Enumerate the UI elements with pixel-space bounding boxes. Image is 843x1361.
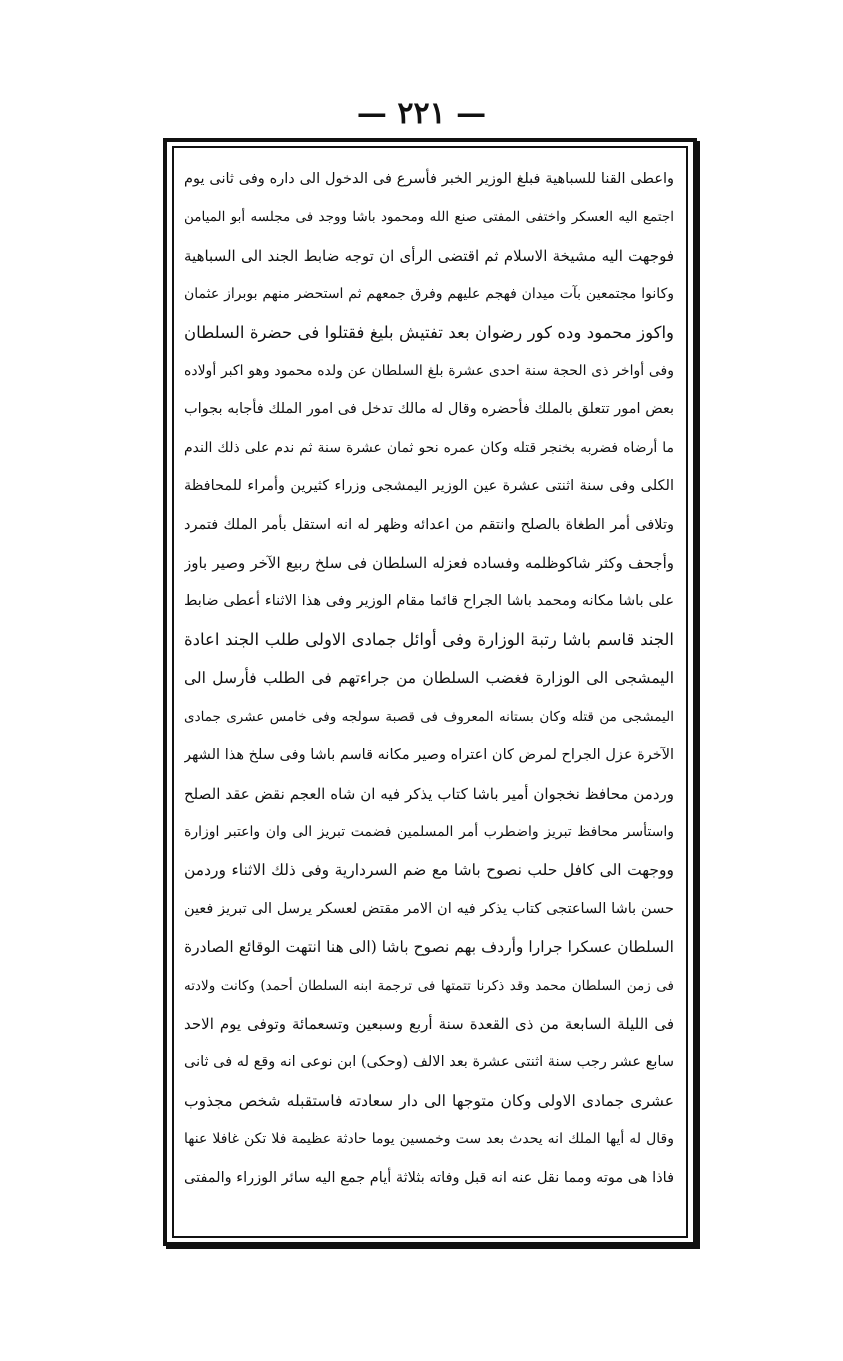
text-line: فوجهت اليه مشيخة الاسلام ثم اقتضى الرأى ان توجه ضابط الجند الى السباهية bbox=[184, 246, 674, 265]
text-line: ما أرضاه فضربه بخنجر قتله وكان عمره نحو ثمان عشرة سنة ثم ندم على ذلك الندم bbox=[184, 439, 674, 456]
text-line: الآخرة عزل الجراح لمرض كان اعتراه وصير مكانه قاسم باشا وفى سلخ هذا الشهر bbox=[184, 747, 674, 764]
text-line: واكوز محمود وده كور رضوان بعد تفتيش بليغ فقتلوا فى حضرة السلطان bbox=[184, 322, 674, 342]
page-number: — ٢٢١ — bbox=[356, 96, 487, 131]
text-line: وتلافى أمر الطغاة بالصلح وانتقم من اعدائه وظهر له انه استقل بأمر الملك فتمرد bbox=[184, 516, 674, 533]
body-text bbox=[184, 160, 674, 1230]
text-line: وأجحف وكثر شاكوظلمه وفساده فعزله السلطان فى سلخ ربيع الآخر وصير باوز bbox=[184, 554, 674, 573]
text-line: حسن باشا الساعتجى كتاب يذكر فيه ان الامر مقتض لعسكر يرسل الى تبريز فعين bbox=[184, 900, 674, 917]
text-line: بعض امور تتعلق بالملك فأحضره وقال له مالك تدخل فى امور الملك فأجابه بجواب bbox=[184, 401, 674, 418]
text-line: فى زمن السلطان محمد وقد ذكرنا تتمتها فى ترجمة ابنه السلطان أحمد) وكانت ولادته bbox=[184, 977, 674, 994]
text-line: وردمن محافظ نخجوان أمير باشا كتاب يذكر فيه ان شاه العجم نقض عقد الصلح bbox=[184, 784, 674, 803]
text-line: فاذا هى موته ومما نقل عنه انه قبل وفاته بثلاثة أيام جمع اليه سائر الوزراء والمفتى bbox=[184, 1169, 674, 1186]
text-line: الجند قاسم باشا رتبة الوزارة وفى أوائل جمادى الاولى طلب الجند اعادة bbox=[184, 629, 674, 649]
text-line: واستأسر محافظ تبريز واضطرب أمر المسلمين فضمت تبريز الى وان واعتبر اوزارة bbox=[184, 823, 674, 840]
text-line: سابع عشر رجب سنة اثنتى عشرة بعد الالف (وحكى) ابن نوعى انه وقع له فى ثانى bbox=[184, 1054, 674, 1071]
text-line: على باشا مكانه ومحمد باشا الجراح قائما مقام الوزير وفى هذا الاثناء أعطى ضابط bbox=[184, 593, 674, 610]
text-line: وكانوا مجتمعين بآت ميدان فهجم عليهم وفرق جمعهم ثم استحضر منهم بوبراز عثمان bbox=[184, 286, 674, 303]
text-line: ووجهت الى كافل حلب نصوح باشا مع ضم السردارية وفى ذلك الاثناء وردمن bbox=[184, 861, 674, 880]
text-line: الكلى وفى سنة اثنتى عشرة عين الوزير اليمشجى وزراء كثيرين وأمراء للمحافظة bbox=[184, 478, 674, 495]
text-line: وقال له أيها الملك انه يحدث بعد ست وخمسين يوما حادثة عظيمة فلا تكن غافلا عنها bbox=[184, 1131, 674, 1148]
text-line: اليمشجى من قتله وكان بستانه المعروف فى قصبة سولجه وفى خامس عشرى جمادى bbox=[184, 708, 674, 725]
text-line: وفى أواخر ذى الحجة سنة احدى عشرة بلغ السلطان عن ولده محمود وهو اكبر أولاده bbox=[184, 363, 674, 380]
text-line: واعطى القنا للسباهية فبلغ الوزير الخبر فأسرع فى الدخول الى داره وفى ثانى يوم bbox=[184, 171, 674, 187]
text-line: اجتمع اليه العسكر واختفى المفتى صنع الله ومحمود باشا ووجد فى مجلسه أبو الميامن bbox=[184, 209, 674, 226]
text-line: عشرى جمادى الاولى وكان متوجها الى دار سعادته فاستقبله شخص مجذوب bbox=[184, 1091, 674, 1110]
text-line: اليمشجى الى الوزارة فغضب السلطان من جراءتهم فى الطلب فأرسل الى bbox=[184, 669, 674, 688]
text-line: فى الليلة السابعة من ذى القعدة سنة أربع وسبعين وتسعمائة وتوفى يوم الاحد bbox=[184, 1014, 674, 1033]
text-line: السلطان عسكرا جرارا وأردف بهم نصوح باشا (الى هنا انتهت الوقائع الصادرة bbox=[184, 938, 674, 957]
